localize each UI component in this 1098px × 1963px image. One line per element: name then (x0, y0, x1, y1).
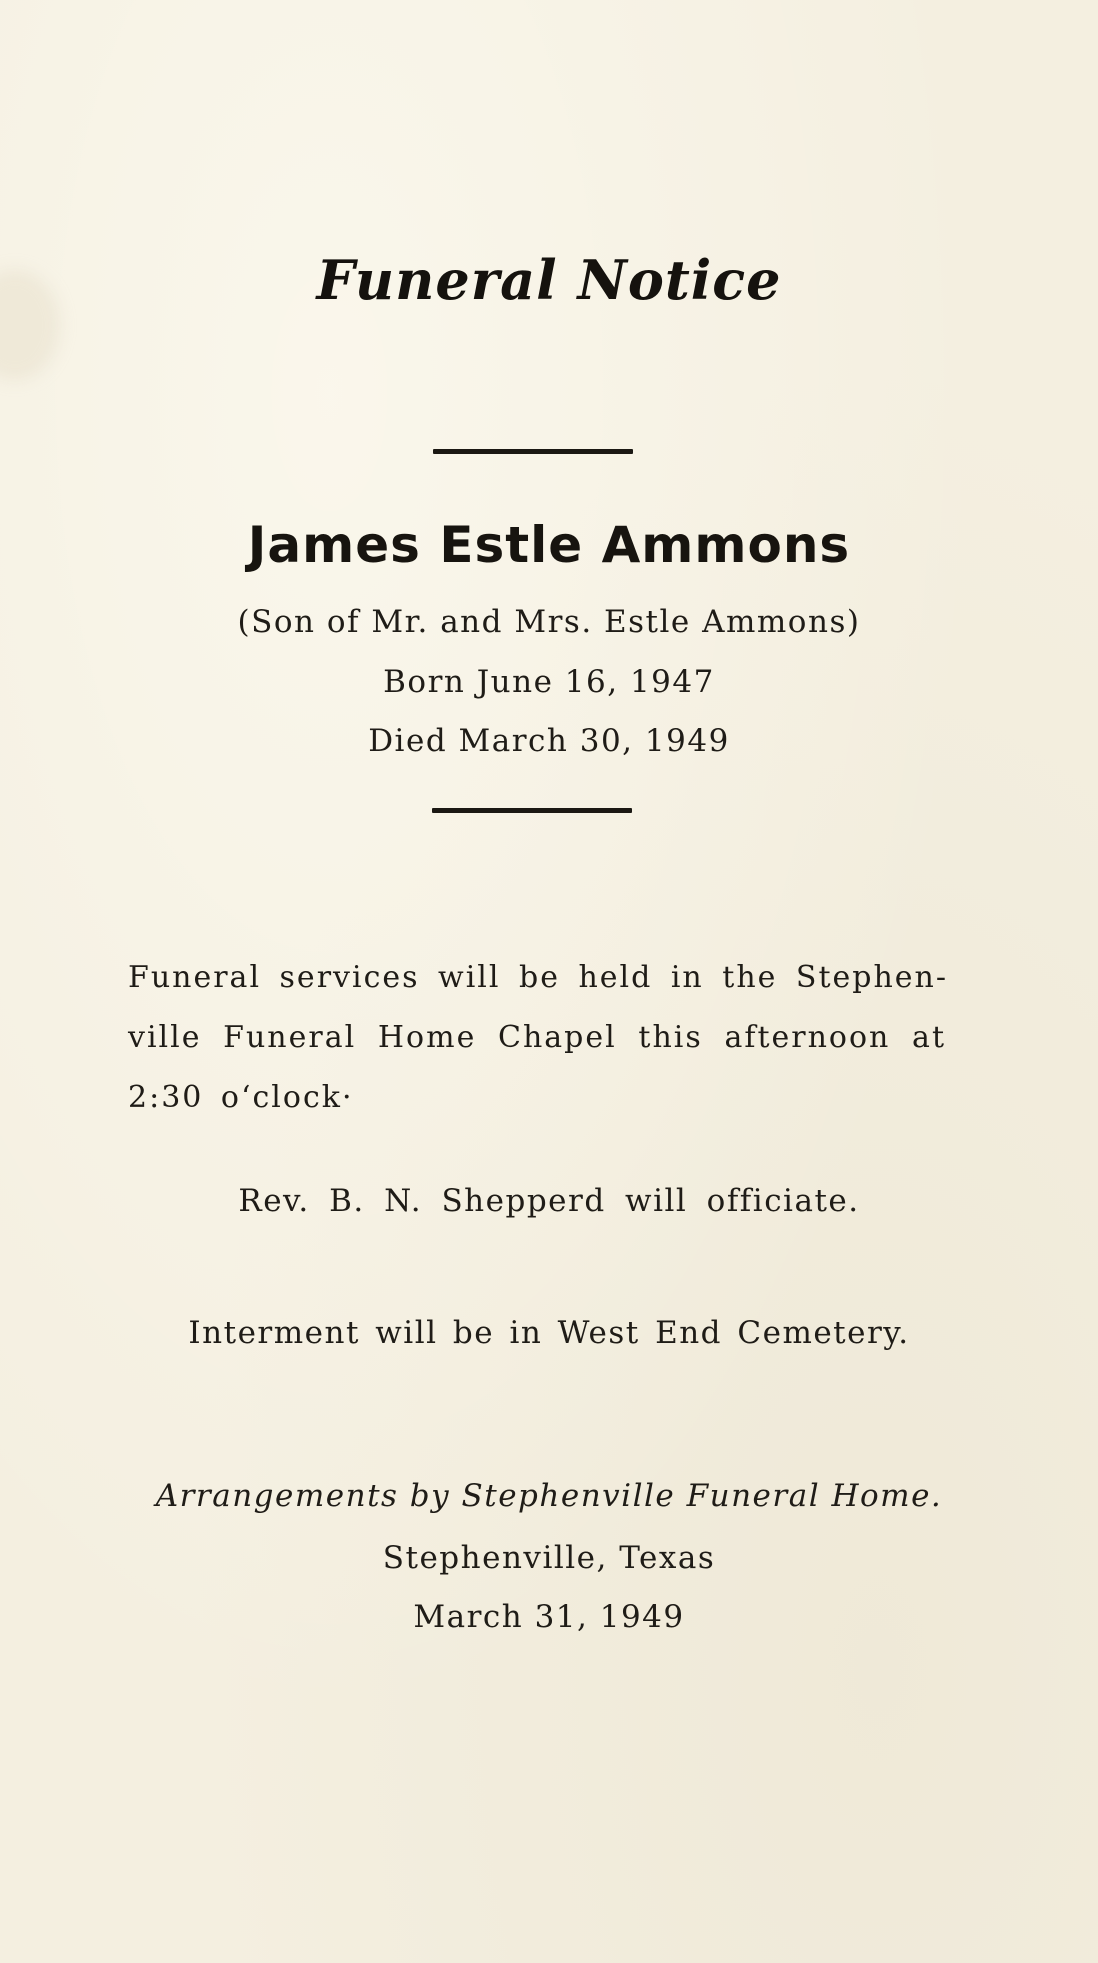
arrangements-line: Arrangements by Stephenville Funeral Home. (155, 1478, 943, 1514)
service-details: Funeral services will be held in the Stephenville Funeral Home Chapel this afternoon at 2:30 o‘clock· (128, 960, 946, 1115)
deceased-name: James Estle Ammons (247, 516, 851, 574)
city-line: Stephenville, Texas (382, 1540, 716, 1576)
notice-date: March 31, 1949 (413, 1599, 685, 1635)
birth-date: Born June 16, 1947 (383, 664, 715, 700)
interment-line: Interment will be in West End Cemetery. (188, 1315, 910, 1351)
divider-top (433, 449, 633, 454)
officiant-line: Rev. B. N. Shepperd will officiate. (238, 1183, 860, 1219)
divider-bottom (432, 808, 632, 813)
death-date: Died March 30, 1949 (368, 723, 730, 759)
parents-line: (Son of Mr. and Mrs. Estle Ammons) (237, 604, 861, 640)
notice-heading: Funeral Notice (316, 248, 782, 312)
